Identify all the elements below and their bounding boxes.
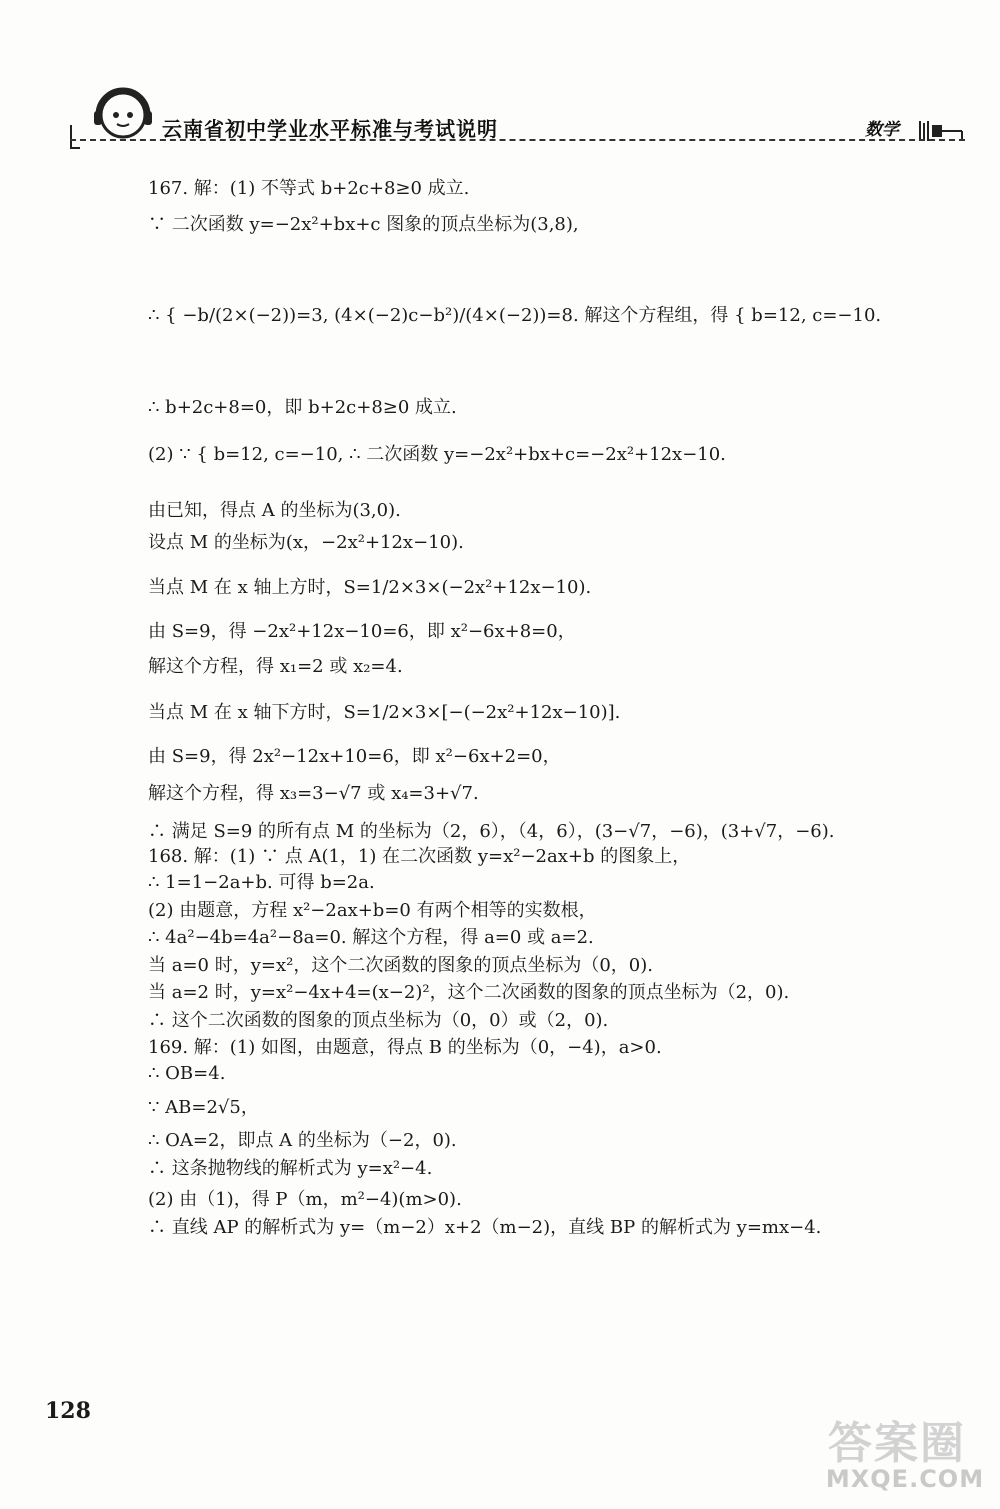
- solution-line: (2) 由（1)，得 P（m，m²−4)(m>0).: [148, 1189, 462, 1211]
- solution-line: 169. 解：(1) 如图，由题意，得点 B 的坐标为（0，−4)，a>0.: [148, 1037, 662, 1059]
- solution-line: 当 a=2 时，y=x²−4x+4=(x−2)²，这个二次函数的图象的顶点坐标为（2，0).: [148, 982, 790, 1004]
- solution-line: ∴ 这条抛物线的解析式为 y=x²−4.: [148, 1157, 433, 1179]
- solution-text: [148, 178, 938, 1239]
- solution-line: 167. 解：(1) 不等式 b+2c+8≥0 成立.: [148, 178, 470, 199]
- solution-line: ∵ AB=2√5，: [148, 1096, 259, 1118]
- solution-line: 解这个方程，得 x₁=2 或 x₂=4.: [148, 656, 403, 678]
- cartoon-face-logo-icon: [88, 85, 158, 145]
- solution-line: ∴ 1=1−2a+b. 可得 b=2a.: [148, 871, 375, 893]
- header-title: 云南省初中学业水平标准与考试说明: [162, 117, 498, 141]
- solution-line: ∴ { −b/(2×(−2))=3, (4×(−2)c−b²)/(4×(−2))=8. 解这个方程组，得 { b=12, c=−10.: [148, 305, 882, 327]
- header-subject: 数学: [865, 120, 899, 140]
- solution-line: (2) ∵ { b=12, c=−10, ∴ 二次函数 y=−2x²+bx+c=−2x²+12x−10.: [148, 444, 726, 466]
- header-bracket: [70, 125, 80, 149]
- solution-line: 当点 M 在 x 轴上方时，S=1/2×3×(−2x²+12x−10).: [148, 577, 592, 599]
- solution-line: ∴ OB=4.: [148, 1063, 226, 1085]
- solution-line: 当点 M 在 x 轴下方时，S=1/2×3×[−(−2x²+12x−10)].: [148, 701, 621, 723]
- solution-line: 当 a=0 时，y=x²，这个二次函数的图象的顶点坐标为（0，0).: [148, 954, 653, 976]
- solution-line: ∴ 4a²−4b=4a²−8a=0. 解这个方程，得 a=0 或 a=2.: [148, 927, 594, 949]
- page-number: 128: [45, 1398, 91, 1424]
- solution-line: ∴ b+2c+8=0，即 b+2c+8≥0 成立.: [148, 396, 457, 418]
- page-header: [70, 85, 965, 155]
- solution-line: 设点 M 的坐标为(x，−2x²+12x−10).: [148, 531, 464, 553]
- watermark: [820, 1405, 990, 1505]
- header-divider: [70, 139, 965, 141]
- solution-line: ∴ 满足 S=9 的所有点 M 的坐标为（2，6），（4，6），(3−√7，−6)，(3+√7，−6).: [148, 820, 835, 842]
- solution-line: ∴ 直线 AP 的解析式为 y=（m−2）x+2（m−2)，直线 BP 的解析式为 y=mx−4.: [148, 1217, 822, 1239]
- solution-line: ∴ 这个二次函数的图象的顶点坐标为（0，0）或（2，0).: [148, 1009, 609, 1031]
- solution-line: 解这个方程，得 x₃=3−√7 或 x₄=3+√7.: [148, 783, 479, 805]
- watermark-text: MXQE.COM: [825, 1465, 985, 1493]
- solution-line: 由 S=9，得 −2x²+12x−10=6，即 x²−6x+8=0，: [148, 620, 576, 642]
- solution-line: 168. 解：(1) ∵ 点 A(1，1) 在二次函数 y=x²−2ax+b 的图象上，: [148, 846, 691, 868]
- solution-line: (2) 由题意，方程 x²−2ax+b=0 有两个相等的实数根，: [148, 899, 597, 921]
- watermark-logo: 答案圈: [828, 1418, 966, 1469]
- solution-line: 由 S=9，得 2x²−12x+10=6，即 x²−6x+2=0，: [148, 745, 561, 767]
- solution-line: ∴ OA=2，即点 A 的坐标为（−2，0).: [148, 1130, 457, 1152]
- solution-line: 由已知，得点 A 的坐标为(3,0).: [148, 499, 401, 521]
- solution-line: ∵ 二次函数 y=−2x²+bx+c 图象的顶点坐标为(3,8),: [148, 213, 579, 235]
